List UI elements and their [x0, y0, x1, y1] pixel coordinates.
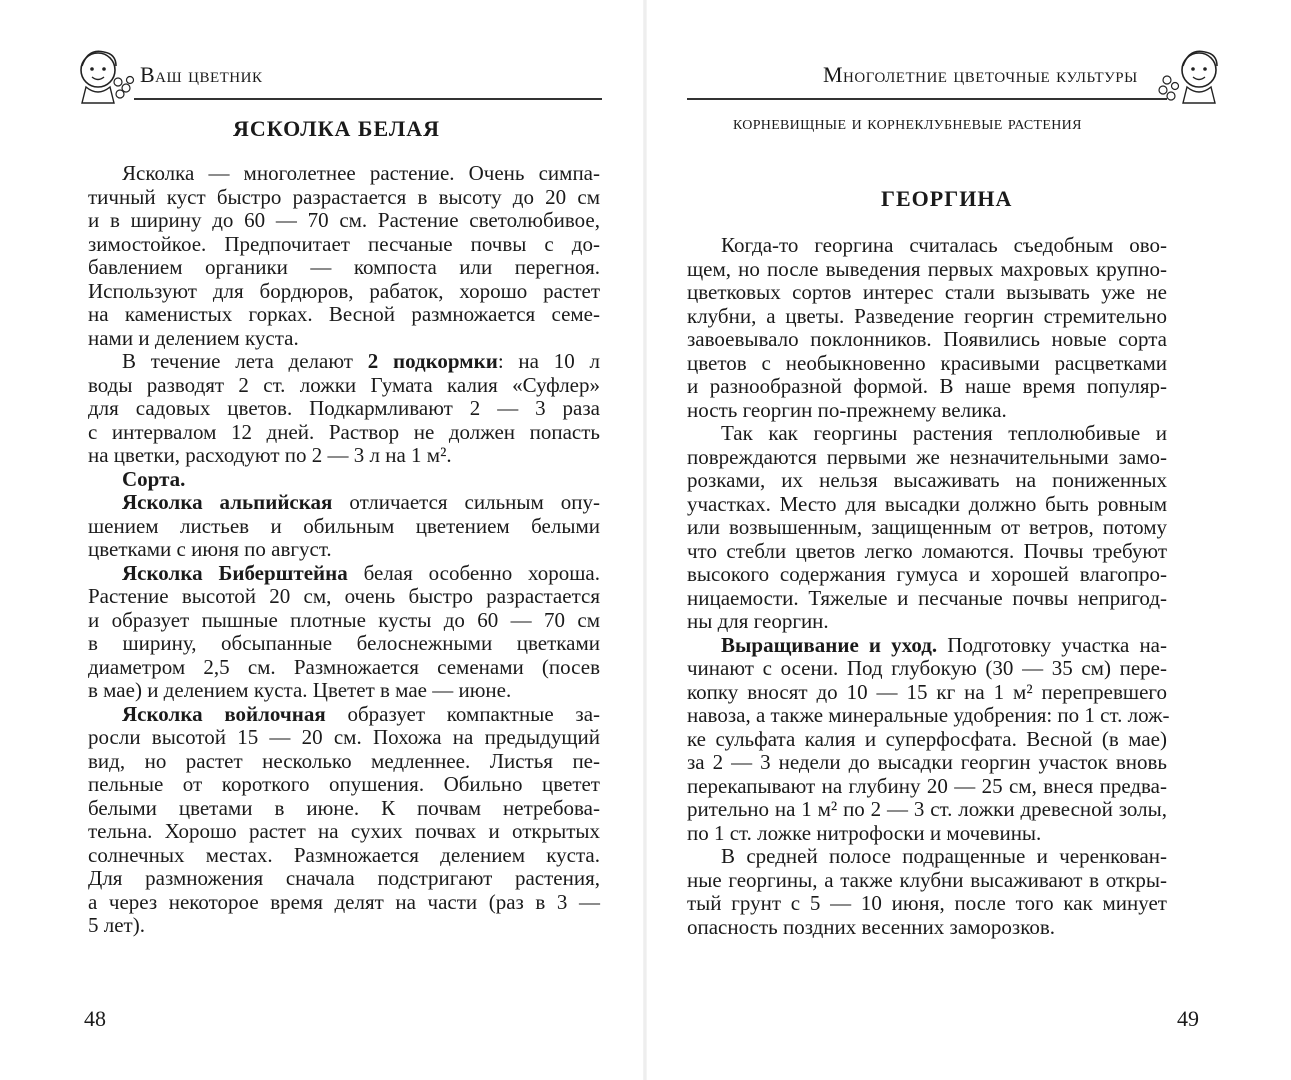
text-run: В течение лета делают — [122, 349, 368, 373]
bold-term: Ясколка войлочная — [122, 701, 326, 726]
text-line — [687, 375, 1167, 399]
text-run: Так как георгины растения теплолюбивые и — [721, 421, 1167, 445]
text-line — [88, 374, 600, 398]
text-run: щем, но после выведения первых махровых крупно- — [687, 256, 1167, 281]
text-line — [88, 515, 600, 539]
text-line — [88, 562, 600, 586]
text-line — [88, 773, 600, 797]
text-run: тельна. Хорошо растет на сухих почвах и открытых — [88, 819, 600, 843]
text-line — [88, 350, 600, 374]
text-run: диаметром 2,5 см. Размножается семенами (посев — [88, 654, 600, 679]
text-run: цветковых сортов интерес стали вызывать уже не — [687, 280, 1167, 304]
text-line — [687, 703, 1170, 728]
text-line — [88, 750, 600, 774]
text-line — [687, 399, 1167, 423]
text-run: В средней полосе подращенные и черенкован- — [721, 844, 1167, 868]
text-line — [88, 632, 600, 656]
text-run: пельные от короткого опушения. Обильно цветет — [88, 772, 600, 796]
subsection-title: корневищные и корнеклубневые растения — [733, 112, 1082, 134]
text-line — [88, 491, 600, 515]
text-line — [687, 563, 1167, 587]
text-run: чинают с осени. Под глубокую (30 — 35 см) пере- — [687, 656, 1167, 680]
text-run: на цветки, расходуют по 2 — 3 л на 1 м². — [88, 443, 452, 467]
text-line — [687, 469, 1167, 493]
text-run: вид, но растет несколько медленнее. Листья пе- — [88, 748, 600, 773]
text-line — [687, 916, 1167, 940]
text-line — [687, 775, 1167, 799]
header-rule — [134, 98, 602, 100]
text-run: цветов с необыкновенно красивыми расцветками — [687, 350, 1167, 375]
text-run: в мае) и делением куста. Цветет в мае — июне. — [88, 678, 512, 702]
text-run: Когда-то георгина считалась съедобным ово- — [721, 233, 1167, 257]
text-run: шением листьев и обильным цветением белыми — [88, 513, 600, 538]
text-line — [88, 891, 600, 915]
text-line — [687, 540, 1167, 564]
text-run: в ширину, обсыпанные белоснежными цветками — [88, 631, 600, 655]
text-run: ные георгины, а также клубни высаживают в откры- — [687, 867, 1167, 892]
right-page — [645, 0, 1291, 1080]
text-line — [687, 493, 1167, 517]
text-line — [88, 186, 600, 210]
text-line — [687, 516, 1167, 540]
text-line — [687, 446, 1167, 470]
text-line — [687, 657, 1167, 681]
text-run: опасность поздних весенних заморозков. — [687, 914, 1056, 939]
text-run: клубни, а цветы. Разведение георгин стремительно — [687, 303, 1167, 328]
text-run: и в ширину до 60 — 70 см. Растение светолюбивое, — [88, 208, 600, 232]
text-run: росли высотой 15 — 20 см. Похожа на предыдущий — [88, 725, 600, 749]
text-line — [88, 397, 600, 421]
text-run: нами и делением куста. — [88, 325, 299, 350]
text-line — [687, 845, 1167, 869]
text-run: повреждаются первыми же незначительными замо- — [687, 444, 1167, 469]
text-run: Для размножения сначала подстригают растения, — [88, 866, 600, 890]
running-title: Многолетние цветочные культуры — [823, 62, 1138, 87]
text-run: Растение высотой 20 см, очень быстро разрастается — [88, 584, 600, 608]
text-run: по 1 ст. ложке нитрофоски и мочевины. — [687, 820, 1042, 845]
bold-term: Ясколка альпийская — [122, 490, 333, 514]
text-line — [687, 328, 1167, 352]
text-run: белая особенно хороша. — [347, 560, 600, 585]
bold-term: Ясколка Биберштейна — [122, 560, 348, 585]
text-run: белыми цветами в июне. К почвам нетребова- — [88, 795, 600, 820]
bold-term: Сорта. — [122, 466, 186, 491]
text-line — [687, 234, 1167, 258]
text-run: перекапывают на глубину 20 — 25 см, внеся предва- — [687, 773, 1167, 798]
page-number: 48 — [84, 1006, 106, 1031]
section-title: ГЕОРГИНА — [881, 186, 1013, 211]
text-run: ке сульфата калия и суперфосфата. Весной (в мае) — [687, 726, 1167, 751]
text-line — [687, 422, 1167, 446]
text-run: розками, их нельзя высаживать на пониженных — [687, 468, 1167, 492]
text-line — [687, 728, 1167, 752]
text-line — [687, 281, 1167, 305]
text-run: навоза, а также минеральные удобрения: по 1 ст. лож- — [687, 703, 1170, 727]
text-run: что стебли цветов легко ломаются. Почвы требуют — [687, 538, 1167, 563]
page-number: 49 — [1177, 1006, 1199, 1031]
text-line — [687, 822, 1167, 846]
text-line — [687, 258, 1167, 282]
text-line — [88, 820, 600, 844]
text-line — [88, 609, 600, 633]
text-run: завоевывало поклонников. Появились новые сорта — [687, 327, 1167, 351]
text-line — [687, 587, 1167, 611]
section-title: ЯСКОЛКА БЕЛАЯ — [233, 116, 441, 141]
text-run: тый грунт с 5 — 10 июня, после того как минует — [687, 891, 1167, 915]
text-line — [687, 798, 1167, 822]
text-line — [88, 867, 600, 891]
text-run: с интервалом 12 дней. Раствор не должен попасть — [88, 419, 600, 444]
text-line — [88, 726, 600, 750]
text-line — [687, 681, 1167, 705]
text-line — [88, 656, 600, 680]
body-text — [88, 162, 600, 938]
text-line — [88, 303, 600, 327]
text-line — [687, 352, 1167, 376]
text-run: тичный куст быстро разрастается в высоту до 20 см — [88, 184, 600, 209]
gardener-mascot-icon — [1155, 44, 1235, 106]
text-run: участках. Место для высадки должно быть ровным — [687, 491, 1167, 516]
text-line — [88, 844, 600, 868]
left-page — [0, 0, 645, 1080]
text-line — [687, 610, 1167, 634]
text-line — [88, 233, 600, 257]
text-run: бавлением органики — компоста или перегноя. — [88, 255, 600, 279]
text-run: солнечных местах. Размножается делением куста. — [88, 842, 600, 867]
text-run: а через некоторое время делят на части (раз в 3 — — [88, 889, 600, 914]
text-line — [88, 280, 600, 304]
text-run: 5 лет). — [88, 913, 145, 937]
text-line — [687, 305, 1167, 329]
gardener-mascot-icon — [60, 44, 140, 106]
text-run: ны для георгин. — [687, 609, 829, 633]
text-run: цветками с июня по август. — [88, 537, 332, 561]
text-run: отличается сильным опу- — [332, 490, 600, 514]
running-title: Ваш цветник — [140, 62, 263, 87]
text-run: Используют для бордюров, рабаток, хорошо растет — [88, 278, 600, 303]
text-run: высокого содержания гумуса и хорошей влагопро- — [687, 562, 1167, 586]
body-text — [687, 233, 1170, 939]
text-line — [88, 209, 600, 233]
text-run: или возвышенным, защищенным от ветров, потому — [687, 515, 1167, 539]
text-run: рительно на 1 м² по 2 — 3 ст. ложки древесной золы, — [687, 797, 1167, 821]
text-run: ность георгин по-прежнему велика. — [687, 397, 1007, 422]
text-line — [88, 538, 600, 562]
text-line — [687, 892, 1167, 916]
text-line — [88, 162, 600, 186]
text-line — [88, 327, 600, 351]
text-line — [687, 751, 1167, 775]
bold-term: Выращивание и уход. — [721, 632, 938, 657]
text-run: копку вносят до 10 — 15 кг на 1 м² перепревшего — [687, 679, 1167, 704]
text-run: за 2 — 3 недели до высадки георгин участок вновь — [687, 750, 1167, 774]
text-run: и образует пышные плотные кусты до 60 — 70 см — [88, 607, 600, 632]
text-run: Подготовку участка на- — [937, 632, 1167, 657]
text-line — [88, 797, 600, 821]
text-run: ницаемости. Тяжелые и песчаные почвы непригод- — [687, 585, 1167, 610]
text-line — [88, 421, 600, 445]
text-line — [687, 634, 1167, 658]
text-run: воды разводят 2 ст. ложки Гумата калия «Суфлер» — [88, 372, 600, 397]
text-run: : на 10 л — [497, 349, 601, 373]
text-run: на каменистых горках. Весной размножается семе- — [88, 302, 600, 326]
text-line — [88, 914, 600, 938]
text-line — [88, 468, 600, 492]
text-line — [88, 703, 600, 727]
text-run: зимостойкое. Предпочитает песчаные почвы с до- — [88, 231, 600, 256]
text-line — [88, 679, 600, 703]
text-run: для садовых цветов. Подкармливают 2 — 3 раза — [88, 396, 600, 420]
text-line — [88, 256, 600, 280]
text-line — [88, 444, 600, 468]
text-run: и разнообразной формой. В наше время популяр- — [687, 374, 1167, 398]
text-run: образует компактные за- — [325, 701, 601, 726]
text-line — [687, 869, 1167, 893]
bold-term: 2 подкормки — [367, 349, 498, 373]
text-line — [88, 585, 600, 609]
text-run: Ясколка — многолетнее растение. Очень симпа- — [122, 161, 600, 185]
header-rule — [687, 98, 1167, 100]
